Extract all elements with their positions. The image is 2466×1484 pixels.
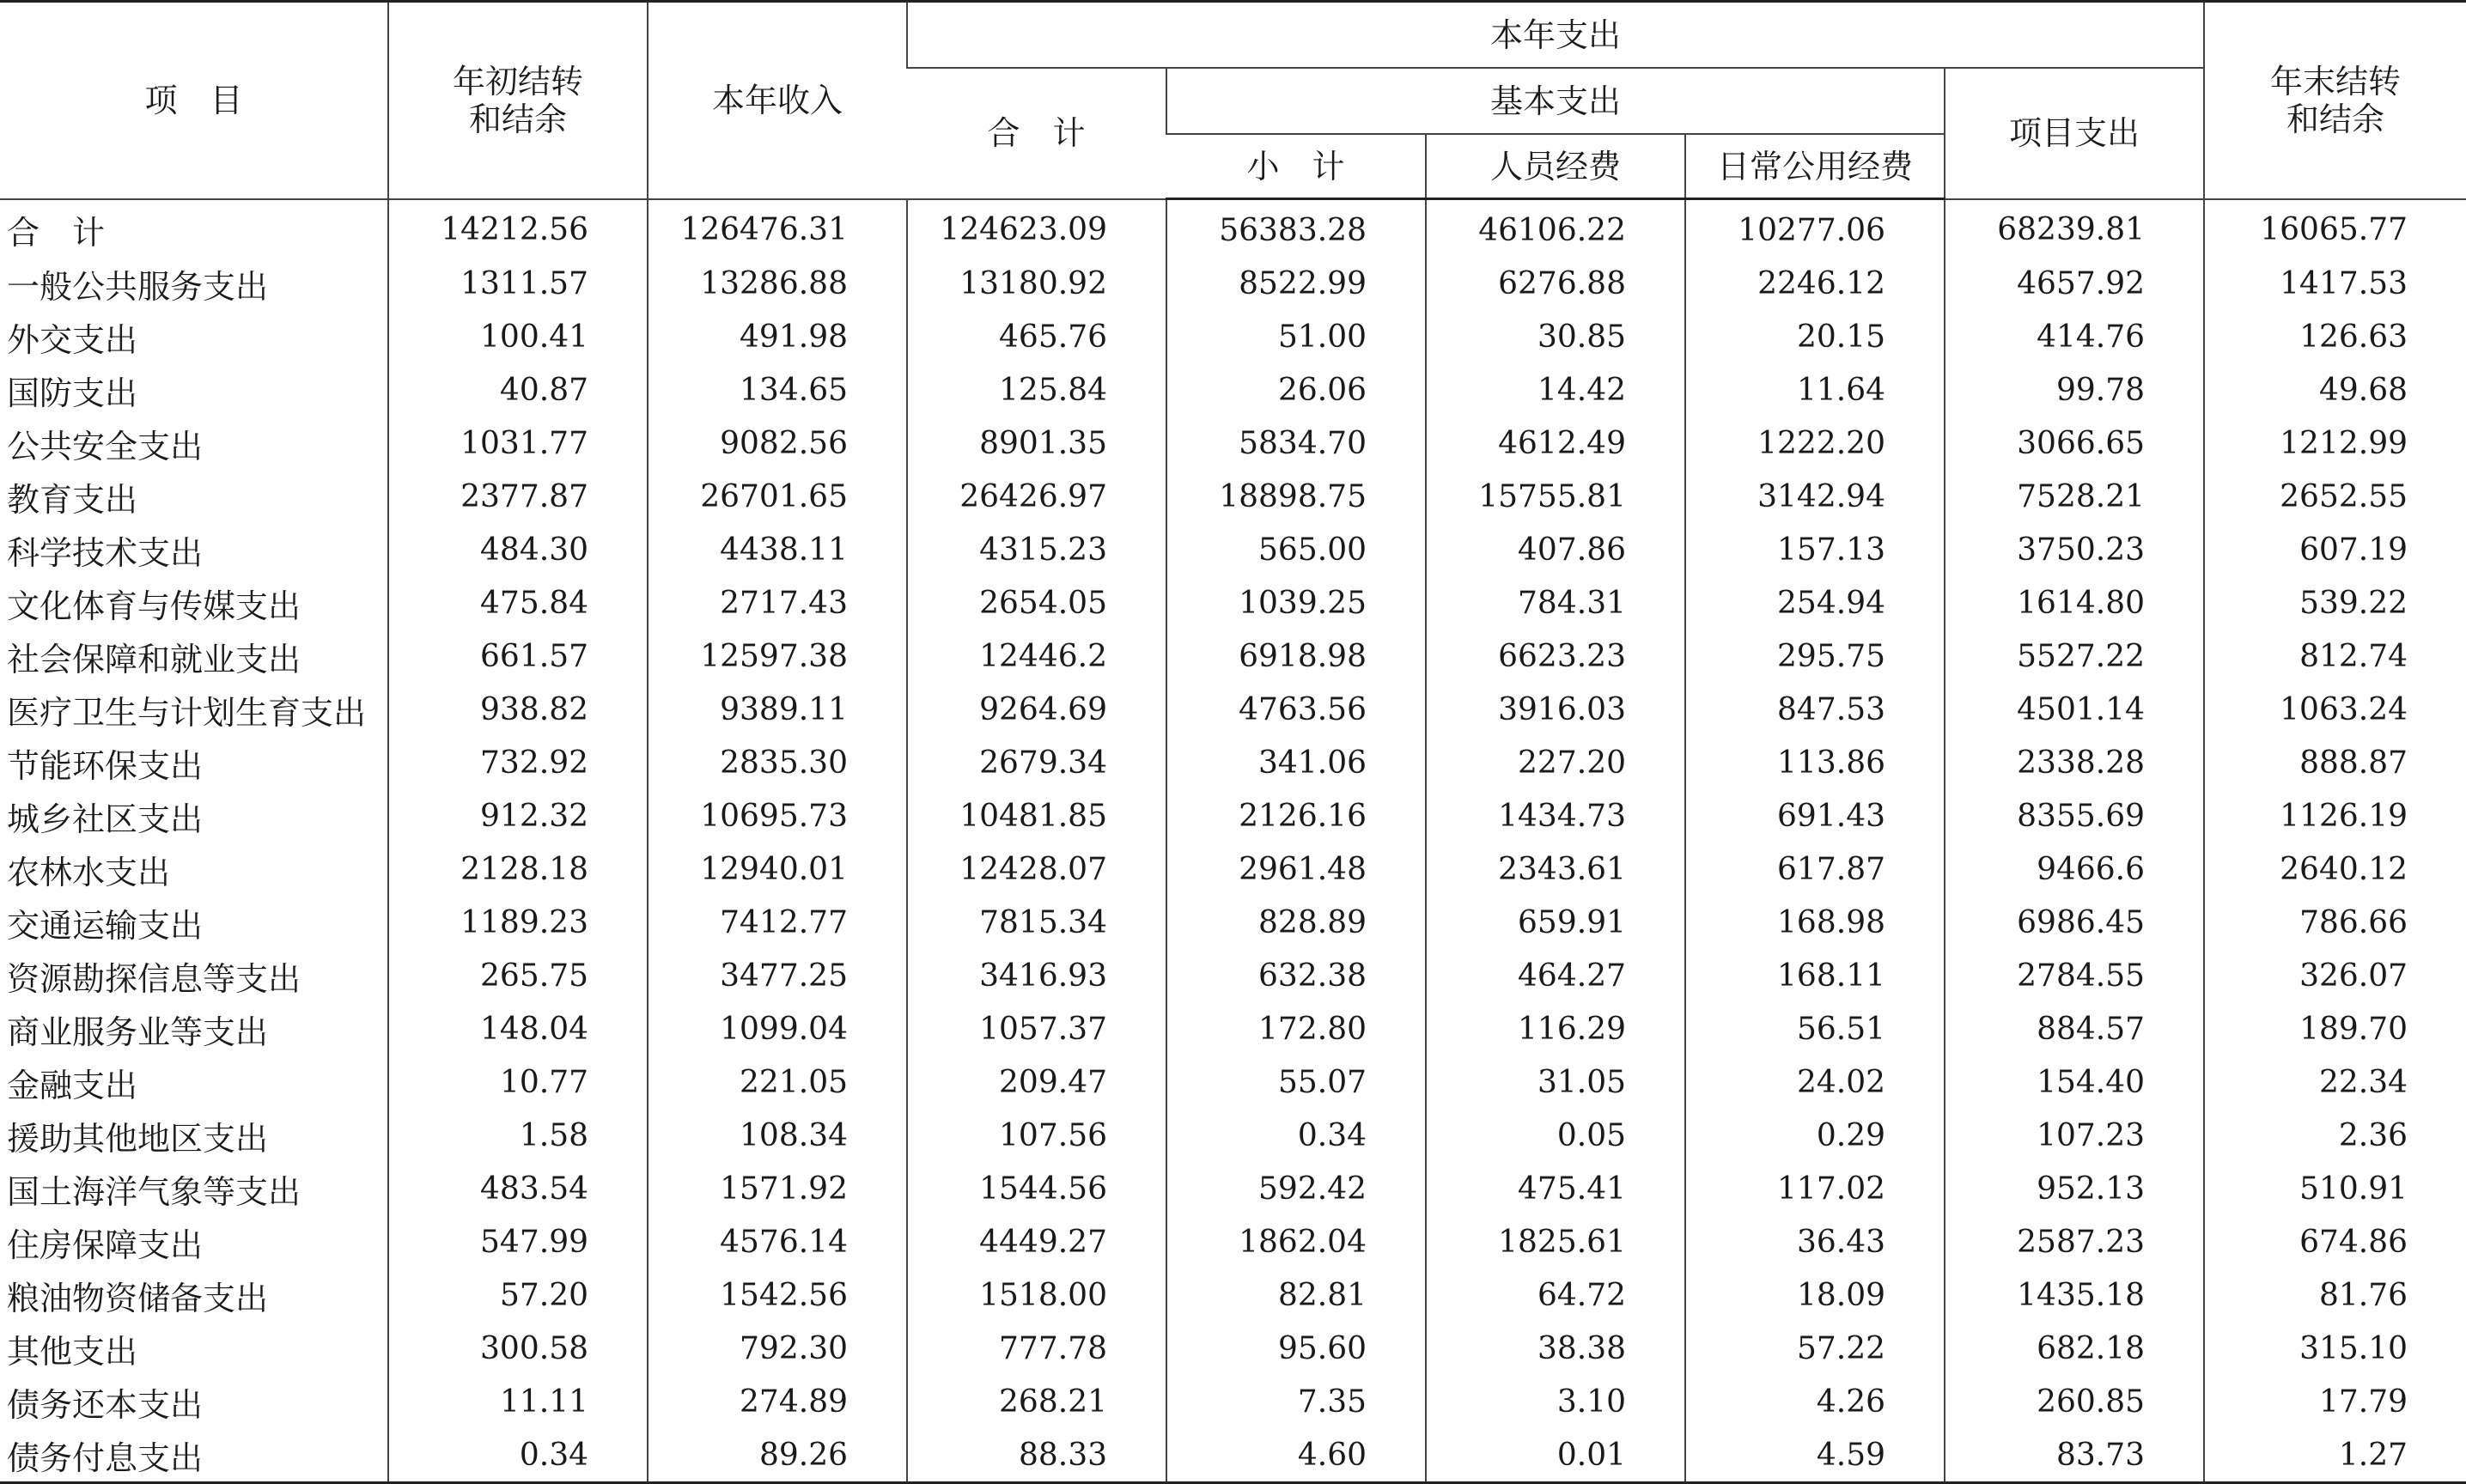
- table-row: [0, 1268, 2466, 1322]
- cell-public: 4.59: [1685, 1428, 1945, 1483]
- table-row: [0, 1109, 2466, 1162]
- cell-closing: 674.86: [2204, 1215, 2466, 1268]
- cell-opening: 661.57: [388, 629, 648, 683]
- cell-personnel: 3.10: [1426, 1375, 1685, 1428]
- cell-total: 4449.27: [907, 1215, 1166, 1268]
- cell-public: 168.98: [1685, 896, 1945, 949]
- cell-public: 254.94: [1685, 576, 1945, 629]
- cell-project: 154.40: [1945, 1055, 2204, 1109]
- cell-project: 5527.22: [1945, 629, 2204, 683]
- cell-opening: 100.41: [388, 310, 648, 363]
- cell-project: 260.85: [1945, 1375, 2204, 1428]
- cell-income: 7412.77: [648, 896, 907, 949]
- cell-closing: 510.91: [2204, 1162, 2466, 1215]
- row-label: 医疗卫生与计划生育支出: [7, 693, 367, 732]
- cell-closing: 607.19: [2204, 523, 2466, 576]
- cell-subtotal: 95.60: [1166, 1322, 1426, 1375]
- row-label: 城乡社区支出: [7, 800, 204, 838]
- cell-subtotal: 26.06: [1166, 363, 1426, 417]
- cell-opening: 912.32: [388, 789, 648, 842]
- cell-project: 4501.14: [1945, 683, 2204, 736]
- cell-income: 10695.73: [648, 789, 907, 842]
- cell-opening: 938.82: [388, 683, 648, 736]
- cell-personnel: 1825.61: [1426, 1215, 1685, 1268]
- cell-opening: 483.54: [388, 1162, 648, 1215]
- cell-personnel: 1434.73: [1426, 789, 1685, 842]
- cell-subtotal: 7.35: [1166, 1375, 1426, 1428]
- cell-project: 682.18: [1945, 1322, 2204, 1375]
- cell-income: 9082.56: [648, 417, 907, 470]
- cell-opening: 57.20: [388, 1268, 648, 1322]
- cell-total: 12428.07: [907, 842, 1166, 896]
- table-row: [0, 199, 2466, 258]
- row-label: 资源勘探信息等支出: [7, 959, 301, 998]
- cell-project: 884.57: [1945, 1002, 2204, 1055]
- cell-opening: 2377.87: [388, 470, 648, 523]
- cell-income: 491.98: [648, 310, 907, 363]
- row-label: 一般公共服务支出: [7, 267, 269, 306]
- cell-income: 221.05: [648, 1055, 907, 1109]
- cell-closing: 1417.53: [2204, 257, 2466, 310]
- row-label: 外交支出: [7, 320, 138, 359]
- header-opening-balance-line1: 年初结转: [452, 62, 583, 100]
- header-item: 项 目: [0, 2, 388, 199]
- cell-income: 4438.11: [648, 523, 907, 576]
- table-row: [0, 896, 2466, 949]
- cell-closing: 49.68: [2204, 363, 2466, 417]
- cell-project: 2784.55: [1945, 949, 2204, 1002]
- table-row: [0, 363, 2466, 417]
- cell-personnel: 14.42: [1426, 363, 1685, 417]
- cell-income: 4576.14: [648, 1215, 907, 1268]
- cell-personnel: 2343.61: [1426, 842, 1685, 896]
- cell-total: 9264.69: [907, 683, 1166, 736]
- row-label: 粮油物资储备支出: [7, 1279, 269, 1317]
- cell-total: 4315.23: [907, 523, 1166, 576]
- cell-closing: 1126.19: [2204, 789, 2466, 842]
- table-row: [0, 1055, 2466, 1109]
- cell-personnel: 4612.49: [1426, 417, 1685, 470]
- cell-project: 7528.21: [1945, 470, 2204, 523]
- cell-closing: 786.66: [2204, 896, 2466, 949]
- cell-total: 2679.34: [907, 736, 1166, 789]
- table-row: [0, 470, 2466, 523]
- cell-total: 124623.09: [907, 199, 1166, 258]
- cell-total: 12446.2: [907, 629, 1166, 683]
- cell-public: 117.02: [1685, 1162, 1945, 1215]
- cell-personnel: 64.72: [1426, 1268, 1685, 1322]
- cell-income: 12940.01: [648, 842, 907, 896]
- cell-income: 2717.43: [648, 576, 907, 629]
- row-label: 科学技术支出: [7, 533, 204, 572]
- cell-subtotal: 2961.48: [1166, 842, 1426, 896]
- cell-income: 26701.65: [648, 470, 907, 523]
- row-label: 商业服务业等支出: [7, 1013, 269, 1051]
- cell-project: 4657.92: [1945, 257, 2204, 310]
- table-row: [0, 576, 2466, 629]
- cell-total: 465.76: [907, 310, 1166, 363]
- cell-total: 7815.34: [907, 896, 1166, 949]
- cell-opening: 2128.18: [388, 842, 648, 896]
- table-row: [0, 1002, 2466, 1055]
- cell-closing: 2652.55: [2204, 470, 2466, 523]
- cell-personnel: 30.85: [1426, 310, 1685, 363]
- header-public: 日常公用经费: [1685, 134, 1945, 199]
- cell-subtotal: 56383.28: [1166, 199, 1426, 258]
- cell-personnel: 116.29: [1426, 1002, 1685, 1055]
- table-row: [0, 1322, 2466, 1375]
- cell-opening: 1189.23: [388, 896, 648, 949]
- row-label: 文化体育与传媒支出: [7, 587, 301, 625]
- table-row: [0, 257, 2466, 310]
- cell-closing: 22.34: [2204, 1055, 2466, 1109]
- row-label: 教育支出: [7, 480, 138, 519]
- cell-subtotal: 51.00: [1166, 310, 1426, 363]
- cell-subtotal: 632.38: [1166, 949, 1426, 1002]
- cell-personnel: 15755.81: [1426, 470, 1685, 523]
- cell-income: 3477.25: [648, 949, 907, 1002]
- cell-closing: 16065.77: [2204, 199, 2466, 258]
- row-label: 农林水支出: [7, 853, 171, 891]
- header-personnel: 人员经费: [1426, 134, 1685, 199]
- cell-opening: 1.58: [388, 1109, 648, 1162]
- cell-total: 88.33: [907, 1428, 1166, 1483]
- cell-subtotal: 592.42: [1166, 1162, 1426, 1215]
- cell-public: 2246.12: [1685, 257, 1945, 310]
- cell-closing: 81.76: [2204, 1268, 2466, 1322]
- cell-income: 126476.31: [648, 199, 907, 258]
- table-row: [0, 683, 2466, 736]
- cell-public: 847.53: [1685, 683, 1945, 736]
- header-expenditure: 本年支出: [907, 2, 2204, 69]
- table-row: [0, 842, 2466, 896]
- cell-project: 3750.23: [1945, 523, 2204, 576]
- cell-public: 157.13: [1685, 523, 1945, 576]
- cell-total: 8901.35: [907, 417, 1166, 470]
- cell-income: 274.89: [648, 1375, 907, 1428]
- row-label: 公共安全支出: [7, 427, 204, 465]
- cell-total: 777.78: [907, 1322, 1166, 1375]
- cell-personnel: 464.27: [1426, 949, 1685, 1002]
- cell-opening: 0.34: [388, 1428, 648, 1483]
- cell-personnel: 6623.23: [1426, 629, 1685, 683]
- cell-project: 6986.45: [1945, 896, 2204, 949]
- cell-income: 792.30: [648, 1322, 907, 1375]
- cell-closing: 189.70: [2204, 1002, 2466, 1055]
- cell-public: 1222.20: [1685, 417, 1945, 470]
- cell-public: 11.64: [1685, 363, 1945, 417]
- row-label: 合 计: [7, 214, 106, 252]
- cell-subtotal: 18898.75: [1166, 470, 1426, 523]
- cell-personnel: 407.86: [1426, 523, 1685, 576]
- header-closing-balance: [2204, 2, 2466, 199]
- cell-personnel: 0.05: [1426, 1109, 1685, 1162]
- cell-closing: 126.63: [2204, 310, 2466, 363]
- header-opening-balance-line2: 和结余: [468, 100, 567, 138]
- cell-project: 414.76: [1945, 310, 2204, 363]
- cell-personnel: 475.41: [1426, 1162, 1685, 1215]
- cell-subtotal: 341.06: [1166, 736, 1426, 789]
- cell-public: 0.29: [1685, 1109, 1945, 1162]
- row-label: 交通运输支出: [7, 906, 204, 945]
- cell-income: 108.34: [648, 1109, 907, 1162]
- cell-opening: 1311.57: [388, 257, 648, 310]
- cell-public: 168.11: [1685, 949, 1945, 1002]
- cell-income: 12597.38: [648, 629, 907, 683]
- cell-project: 99.78: [1945, 363, 2204, 417]
- cell-project: 107.23: [1945, 1109, 2204, 1162]
- cell-opening: 10.77: [388, 1055, 648, 1109]
- cell-total: 10481.85: [907, 789, 1166, 842]
- row-label: 金融支出: [7, 1066, 138, 1104]
- cell-income: 89.26: [648, 1428, 907, 1483]
- cell-public: 24.02: [1685, 1055, 1945, 1109]
- cell-project: 1614.80: [1945, 576, 2204, 629]
- table-row: [0, 789, 2466, 842]
- cell-public: 20.15: [1685, 310, 1945, 363]
- row-label: 社会保障和就业支出: [7, 640, 301, 678]
- cell-project: 3066.65: [1945, 417, 2204, 470]
- cell-total: 13180.92: [907, 257, 1166, 310]
- cell-personnel: 659.91: [1426, 896, 1685, 949]
- cell-personnel: 6276.88: [1426, 257, 1685, 310]
- cell-closing: 326.07: [2204, 949, 2466, 1002]
- table-row: [0, 1162, 2466, 1215]
- cell-public: 691.43: [1685, 789, 1945, 842]
- cell-total: 125.84: [907, 363, 1166, 417]
- cell-subtotal: 172.80: [1166, 1002, 1426, 1055]
- cell-public: 36.43: [1685, 1215, 1945, 1268]
- cell-total: 3416.93: [907, 949, 1166, 1002]
- cell-opening: 484.30: [388, 523, 648, 576]
- cell-income: 1542.56: [648, 1268, 907, 1322]
- table-row: [0, 417, 2466, 470]
- cell-subtotal: 1862.04: [1166, 1215, 1426, 1268]
- cell-subtotal: 2126.16: [1166, 789, 1426, 842]
- cell-total: 107.56: [907, 1109, 1166, 1162]
- cell-subtotal: 828.89: [1166, 896, 1426, 949]
- cell-closing: 2640.12: [2204, 842, 2466, 896]
- header-total: 合 计: [907, 68, 1166, 199]
- cell-opening: 732.92: [388, 736, 648, 789]
- cell-total: 1518.00: [907, 1268, 1166, 1322]
- cell-total: 209.47: [907, 1055, 1166, 1109]
- cell-subtotal: 4763.56: [1166, 683, 1426, 736]
- table-header: [0, 2, 2466, 199]
- cell-subtotal: 5834.70: [1166, 417, 1426, 470]
- row-label: 债务付息支出: [0, 1428, 388, 1483]
- cell-public: 18.09: [1685, 1268, 1945, 1322]
- cell-project: 952.13: [1945, 1162, 2204, 1215]
- cell-subtotal: 55.07: [1166, 1055, 1426, 1109]
- cell-subtotal: 4.60: [1166, 1428, 1426, 1483]
- header-opening-balance: [388, 2, 648, 199]
- cell-income: 13286.88: [648, 257, 907, 310]
- cell-opening: 11.11: [388, 1375, 648, 1428]
- cell-project: 9466.6: [1945, 842, 2204, 896]
- cell-total: 1057.37: [907, 1002, 1166, 1055]
- cell-total: 2654.05: [907, 576, 1166, 629]
- cell-closing: 17.79: [2204, 1375, 2466, 1428]
- cell-opening: 14212.56: [388, 199, 648, 258]
- cell-project: 83.73: [1945, 1428, 2204, 1483]
- table-row: [0, 1215, 2466, 1268]
- row-label: 其他支出: [7, 1332, 138, 1371]
- row-label: 住房保障支出: [7, 1226, 204, 1264]
- cell-public: 617.87: [1685, 842, 1945, 896]
- cell-income: 9389.11: [648, 683, 907, 736]
- cell-personnel: 3916.03: [1426, 683, 1685, 736]
- cell-opening: 40.87: [388, 363, 648, 417]
- row-label: 债务还本支出: [7, 1385, 204, 1424]
- table-row: [0, 1375, 2466, 1428]
- cell-public: 295.75: [1685, 629, 1945, 683]
- table-row: [0, 523, 2466, 576]
- header-project: 项目支出: [1945, 68, 2204, 199]
- cell-public: 57.22: [1685, 1322, 1945, 1375]
- cell-public: 56.51: [1685, 1002, 1945, 1055]
- cell-public: 3142.94: [1685, 470, 1945, 523]
- cell-opening: 547.99: [388, 1215, 648, 1268]
- cell-public: 4.26: [1685, 1375, 1945, 1428]
- cell-closing: 2.36: [2204, 1109, 2466, 1162]
- cell-personnel: 46106.22: [1426, 199, 1685, 258]
- table-row: [0, 736, 2466, 789]
- cell-opening: 148.04: [388, 1002, 648, 1055]
- cell-income: 1099.04: [648, 1002, 907, 1055]
- cell-opening: 475.84: [388, 576, 648, 629]
- cell-personnel: 0.01: [1426, 1428, 1685, 1483]
- cell-project: 8355.69: [1945, 789, 2204, 842]
- cell-closing: 1212.99: [2204, 417, 2466, 470]
- cell-subtotal: 82.81: [1166, 1268, 1426, 1322]
- table-row: [0, 629, 2466, 683]
- cell-closing: 315.10: [2204, 1322, 2466, 1375]
- cell-opening: 300.58: [388, 1322, 648, 1375]
- row-label: 援助其他地区支出: [7, 1119, 269, 1158]
- cell-income: 134.65: [648, 363, 907, 417]
- cell-public: 10277.06: [1685, 199, 1945, 258]
- cell-subtotal: 8522.99: [1166, 257, 1426, 310]
- cell-income: 2835.30: [648, 736, 907, 789]
- header-subtotal: 小 计: [1166, 134, 1426, 199]
- cell-closing: 812.74: [2204, 629, 2466, 683]
- table-row: [0, 310, 2466, 363]
- cell-closing: 1063.24: [2204, 683, 2466, 736]
- cell-closing: 1.27: [2204, 1428, 2466, 1483]
- cell-personnel: 227.20: [1426, 736, 1685, 789]
- cell-subtotal: 1039.25: [1166, 576, 1426, 629]
- cell-personnel: 38.38: [1426, 1322, 1685, 1375]
- row-label: 节能环保支出: [7, 746, 204, 785]
- cell-closing: 888.87: [2204, 736, 2466, 789]
- row-label: 国防支出: [7, 374, 138, 412]
- table-body: [0, 199, 2466, 1483]
- cell-public: 113.86: [1685, 736, 1945, 789]
- header-closing-balance-line1: 年末结转: [2270, 62, 2402, 100]
- table-row: [0, 949, 2466, 1002]
- cell-project: 2338.28: [1945, 736, 2204, 789]
- cell-subtotal: 6918.98: [1166, 629, 1426, 683]
- cell-subtotal: 0.34: [1166, 1109, 1426, 1162]
- cell-personnel: 31.05: [1426, 1055, 1685, 1109]
- cell-opening: 1031.77: [388, 417, 648, 470]
- row-label: 国土海洋气象等支出: [7, 1172, 301, 1211]
- cell-total: 26426.97: [907, 470, 1166, 523]
- cell-project: 2587.23: [1945, 1215, 2204, 1268]
- header-income: 本年收入: [648, 2, 907, 199]
- cell-personnel: 784.31: [1426, 576, 1685, 629]
- cell-total: 1544.56: [907, 1162, 1166, 1215]
- cell-income: 1571.92: [648, 1162, 907, 1215]
- cell-project: 68239.81: [1945, 199, 2204, 258]
- header-basic: 基本支出: [1166, 68, 1945, 134]
- cell-closing: 539.22: [2204, 576, 2466, 629]
- cell-project: 1435.18: [1945, 1268, 2204, 1322]
- cell-total: 268.21: [907, 1375, 1166, 1428]
- header-closing-balance-line2: 和结余: [2286, 100, 2385, 138]
- cell-opening: 265.75: [388, 949, 648, 1002]
- cell-subtotal: 565.00: [1166, 523, 1426, 576]
